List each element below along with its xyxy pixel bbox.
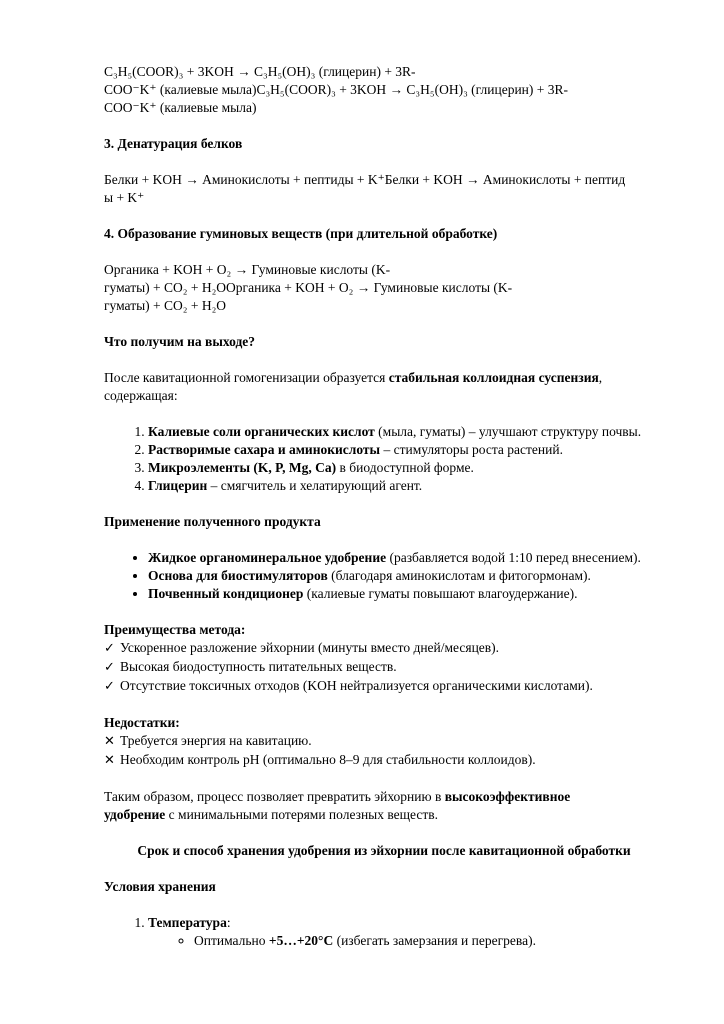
reaction-line: C₃H₅(COOR)₃ + 3KOH → C₃H₅(OH)₃ (глицерин) + 3R-	[104, 64, 416, 79]
list-item: ✓ Высокая биодоступность питательных веществ.	[104, 659, 397, 675]
list-item: 3. Микроэлементы (K, P, Mg, Ca) в биодоступной форме.	[148, 459, 664, 477]
sub-list	[148, 932, 664, 950]
storage-heading: Срок и способ хранения удобрения из эйхорнии после кавитационной обработки	[137, 843, 631, 858]
paragraph: После кавитационной гомогенизации образуется стабильная коллоидная суспензия,	[104, 370, 603, 385]
output-list	[104, 423, 664, 495]
storage-list	[104, 914, 664, 950]
disadvantages-section	[104, 714, 664, 770]
list-item: ✕ Необходим контроль pH (оптимально 8–9 для стабильности коллоидов).	[104, 752, 536, 768]
list-item: 4. Глицерин – смягчитель и хелатирующий агент.	[148, 477, 664, 495]
conclusion	[104, 788, 664, 824]
section-title: Преимущества метода:	[104, 622, 246, 637]
reaction-line: гуматы) + CO₂ + H₂O	[104, 298, 227, 313]
list-item: 1. Температура: ◦ Оптимально +5…+20°C (избегать замерзания и перегрева).	[148, 914, 664, 950]
section-title: Условия хранения	[104, 879, 216, 894]
list-item: 1. Калиевые соли органических кислот (мыла, гуматы) – улучшают структуру почвы.	[148, 423, 664, 441]
section-title: 4. Образование гуминовых веществ (при длительной обработке)	[104, 226, 498, 241]
document-page	[104, 63, 664, 950]
paragraph: содержащая:	[104, 388, 178, 403]
reaction-line: гуматы) + CO₂ + H₂OОрганика + KOH + O₂ → Гуминовые кислоты (K-	[104, 280, 513, 295]
advantages-section	[104, 621, 664, 696]
reaction-line: ы + K⁺	[104, 190, 145, 205]
reaction-block	[104, 63, 664, 117]
check-icon: ✓	[104, 679, 115, 694]
list-item: ✓ Отсутствие токсичных отходов (KOH нейтрализуется органическими кислотами).	[104, 678, 593, 694]
paragraph: удобрение с минимальными потерями полезных веществ.	[104, 807, 439, 822]
paragraph: Таким образом, процесс позволяет превратить эйхорнию в высокоэффективное	[104, 789, 571, 804]
reaction-line: COO⁻K⁺ (калиевые мыла)	[104, 100, 257, 115]
cross-icon: ✕	[104, 734, 115, 749]
list-item: • Жидкое органоминеральное удобрение (разбавляется водой 1:10 перед внесением).	[148, 549, 664, 567]
application-list	[104, 549, 664, 603]
output-intro	[104, 369, 664, 405]
cross-icon: ✕	[104, 753, 115, 768]
check-icon: ✓	[104, 641, 115, 656]
list-item: 2. Растворимые сахара и аминокислоты – стимуляторы роста растений.	[148, 441, 664, 459]
list-item: • Основа для биостимуляторов (благодаря аминокислотам и фитогормонам).	[148, 567, 664, 585]
section-title: Применение полученного продукта	[104, 514, 321, 529]
section-4-body	[104, 261, 664, 315]
reaction-line: Белки + KOH → Аминокислоты + пептиды + K⁺Белки + KOH → Аминокислоты + пептид	[104, 172, 626, 187]
check-icon: ✓	[104, 660, 115, 675]
section-title: 3. Денатурация белков	[104, 136, 243, 151]
section-title: Недостатки:	[104, 715, 180, 730]
sub-list-item: ◦ Оптимально +5…+20°C (избегать замерзания и перегрева).	[194, 932, 664, 950]
reaction-line: Органика + KOH + O₂ → Гуминовые кислоты (K-	[104, 262, 391, 277]
section-title: Что получим на выходе?	[104, 334, 256, 349]
list-item: ✕ Требуется энергия на кавитацию.	[104, 733, 312, 749]
list-item: ✓ Ускоренное разложение эйхорнии (минуты вместо дней/месяцев).	[104, 640, 500, 656]
section-3-body	[104, 171, 664, 207]
list-item: • Почвенный кондиционер (калиевые гуматы повышают влагоудержание).	[148, 585, 664, 603]
reaction-line: COO⁻K⁺ (калиевые мыла)C₃H₅(COOR)₃ + 3KOH → C₃H₅(OH)₃ (глицерин) + 3R-	[104, 82, 568, 97]
